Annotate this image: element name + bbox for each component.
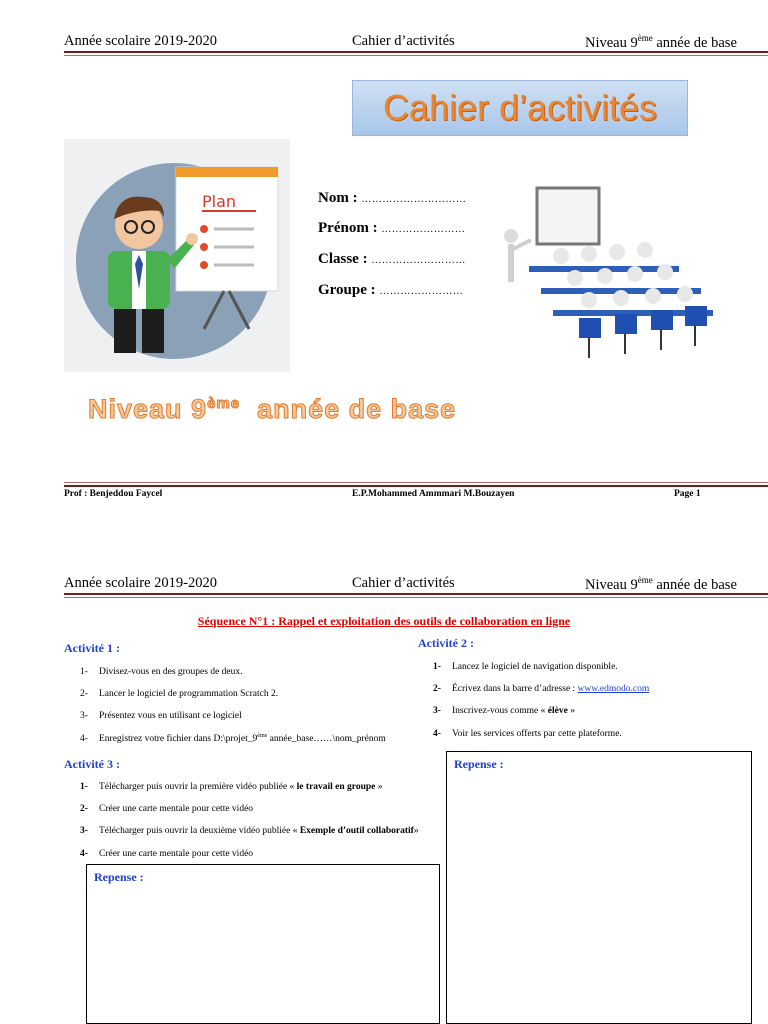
activity2-item-2-num: 2- [433,684,441,694]
activity2-item-3-num: 3- [433,706,441,716]
class-field [318,251,466,268]
activity2-item-1-text: Lancez le logiciel de navigation disponible. [452,662,618,672]
page2-header-rule-thin [64,597,768,598]
plan-label: Plan [202,192,237,211]
activity1-item-2-num: 2- [80,689,88,699]
cover-title: Cahier d’activités [382,87,658,128]
activity3-item-3-bold: Exemple d’outil collaboratif [299,826,414,836]
footer-rule-thin [64,482,768,483]
page2-header-title: Cahier d’activités [352,575,455,591]
activity2-item-3-text: Inscrivez-vous comme « [452,706,548,716]
cover-level-sup: ème [207,395,241,412]
activity3-item-1-text: Télécharger puis ouvrir la première vidéo publiée « [99,782,297,792]
activity2-item-3-bold: élève [547,706,568,716]
activity2-item-4-num: 4- [433,729,441,739]
header-level-prefix: Niveau 9 [585,34,638,51]
class-field-dots: ……………………… [371,255,466,266]
activity1-item-4-text2: année_base……\nom_prénom [267,734,386,745]
activity3-item-2-num: 2- [80,804,88,814]
answer-box-activity2[interactable] [446,751,752,1024]
activity3-item-4-num: 4- [80,849,88,859]
activity1-item-3-num: 3- [80,711,88,721]
activity3-item-2-text: Créer une carte mentale pour cette vidéo [99,804,254,814]
activity3-item-1-num: 1- [80,782,88,792]
activity1-item-4-sup: ème [257,733,268,739]
classroom-illustration [489,178,721,372]
activity1-item-2-text: Lancer le logiciel de programmation Scratch 2. [99,689,279,699]
footer-school: E.P.Mohammed Ammmari M.Bouzayen [352,489,515,499]
group-field [318,282,463,299]
firstname-field-label: Prénom : [318,220,378,236]
page2-header-level-prefix: Niveau 9 [585,576,638,593]
activity1-item-3 [80,711,242,721]
header-year: Année scolaire 2019-2020 [64,33,218,49]
activity2-item-4-text: Voir les services offerts par cette plateforme. [452,729,622,739]
activity1-title: Activité 1 : [64,641,120,655]
activity1-item-2 [80,689,278,699]
activity2-item-2-text: Écrivez dans la barre d’adresse : [452,684,578,694]
header-level-suffix: année de base [652,34,737,51]
activity3-item-3-text: Télécharger puis ouvrir la deuxième vidéo publiée « [99,826,300,836]
activity3-item-1-text2: » [375,782,383,792]
answer-label-activity2: Repense : [454,757,504,771]
activity3-item-4 [80,849,253,859]
activity2-item-3 [433,706,575,716]
activity1-item-3-text: Présentez vous en utilisant ce logiciel [99,711,242,721]
activity2-item-1 [433,662,618,672]
activity2-title: Activité 2 : [418,636,474,650]
edmodo-link[interactable]: www.edmodo.com [577,684,650,694]
activity3-title: Activité 3 : [64,757,120,771]
activity2-item-2 [433,684,649,694]
name-field [318,190,466,207]
activity3-item-3-num: 3- [80,826,88,836]
sequence-title: Séquence N°1 : Rappel et exploitation des outils de collaboration en ligne [197,614,571,628]
firstname-field [318,220,465,237]
activity2-item-4 [433,729,622,739]
activity3-item-3-text2: » [413,826,419,836]
cover-level-prefix: Niveau 9 [88,394,208,424]
name-field-dots: ………………………… [361,194,467,205]
answer-box-activity3[interactable] [86,864,440,1024]
activity2-item-3-text2: » [567,706,575,716]
page2-header-level [585,575,737,594]
cover-level [88,394,456,425]
header-title: Cahier d’activités [352,33,455,49]
group-field-dots: …………………… [379,286,464,297]
cover-level-suffix: année de base [240,394,457,424]
activity1-item-1-num: 1- [80,667,88,677]
name-field-label: Nom : [318,190,358,206]
footer-page: Page 1 [674,489,701,499]
footer-rule [64,485,768,487]
activity1-item-4-num: 4- [80,734,88,745]
activity3-item-2 [80,804,253,814]
activity2-item-1-num: 1- [433,662,441,672]
page2-header-rule [64,593,768,595]
group-field-label: Groupe : [318,282,376,298]
header-level-sup: ème [637,33,653,43]
page2-header-year: Année scolaire 2019-2020 [64,575,218,591]
activity1-item-1-text: Divisez-vous en des groupes de deux. [99,667,243,677]
activity1-item-4 [80,733,386,744]
footer-prof: Prof : Benjeddou Faycel [64,489,163,499]
firstname-field-dots: …………………… [381,224,466,235]
header-level [585,33,737,52]
teacher-illustration [64,139,290,372]
cover-title-box [352,80,688,136]
header-rule-thin [64,55,768,56]
page2-header-level-sup: ème [637,575,653,585]
class-field-label: Classe : [318,251,368,267]
answer-label-activity3: Repense : [94,870,144,884]
page2-header-level-suffix: année de base [652,576,737,593]
activity3-item-3 [80,826,419,836]
header-rule [64,51,768,53]
activity3-item-1-bold: le travail en groupe [296,782,376,792]
activity3-item-4-text: Créer une carte mentale pour cette vidéo [99,849,254,859]
activity3-item-1 [80,782,383,792]
activity1-item-4-text: Enregistrez votre fichier dans D:\projet_9 [99,734,258,745]
activity1-item-1 [80,667,243,677]
